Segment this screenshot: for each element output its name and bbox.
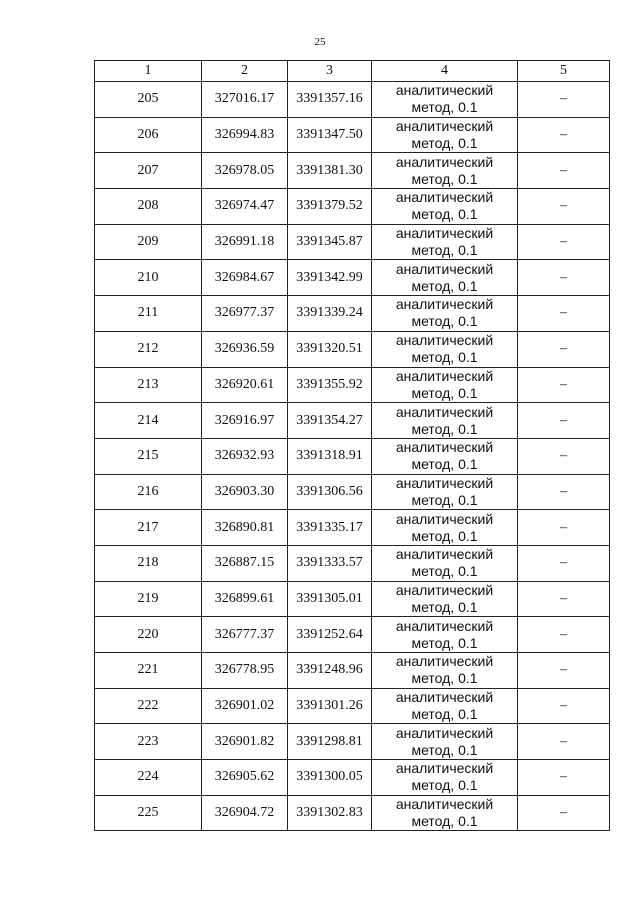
x-coordinate-cell: 326991.18 [202, 224, 288, 260]
method-cell [372, 224, 518, 260]
y-coordinate-cell: 3391320.51 [288, 331, 372, 367]
note-cell: – [518, 189, 610, 225]
table-row [95, 331, 610, 367]
method-line-1: аналитический [395, 796, 494, 813]
y-coordinate-cell: 3391339.24 [288, 296, 372, 332]
method-line-1: аналитический [395, 296, 494, 313]
y-coordinate-cell: 3391381.30 [288, 153, 372, 189]
table-row [95, 438, 610, 474]
y-coordinate-cell: 3391305.01 [288, 581, 372, 617]
table-row [95, 581, 610, 617]
point-number-cell: 224 [95, 760, 202, 796]
note-cell: – [518, 653, 610, 689]
y-coordinate-cell: 3391354.27 [288, 403, 372, 439]
method-line-2: метод, 0.1 [411, 491, 478, 508]
method-cell [372, 653, 518, 689]
note-cell: – [518, 617, 610, 653]
method-line-2: метод, 0.1 [411, 206, 478, 223]
method-line-1: аналитический [395, 510, 494, 527]
method-line-2: метод, 0.1 [411, 563, 478, 580]
method-line-1: аналитический [395, 403, 494, 420]
x-coordinate-cell: 326936.59 [202, 331, 288, 367]
y-coordinate-cell: 3391298.81 [288, 724, 372, 760]
x-coordinate-cell: 326899.61 [202, 581, 288, 617]
method-line-2: метод, 0.1 [411, 384, 478, 401]
header-col-3: 3 [288, 61, 372, 82]
header-col-5: 5 [518, 61, 610, 82]
method-line-1: аналитический [395, 225, 494, 242]
table-row [95, 617, 610, 653]
method-cell [372, 403, 518, 439]
method-cell [372, 296, 518, 332]
table-header-row [95, 61, 610, 82]
x-coordinate-cell: 326778.95 [202, 653, 288, 689]
method-line-1: аналитический [395, 118, 494, 135]
y-coordinate-cell: 3391335.17 [288, 510, 372, 546]
table-row [95, 153, 610, 189]
x-coordinate-cell: 326901.82 [202, 724, 288, 760]
point-number-cell: 217 [95, 510, 202, 546]
note-cell: – [518, 331, 610, 367]
method-cell [372, 82, 518, 118]
table-row [95, 296, 610, 332]
note-cell: – [518, 296, 610, 332]
note-cell: – [518, 581, 610, 617]
y-coordinate-cell: 3391355.92 [288, 367, 372, 403]
method-line-1: аналитический [395, 653, 494, 670]
y-coordinate-cell: 3391302.83 [288, 795, 372, 831]
y-coordinate-cell: 3391379.52 [288, 189, 372, 225]
table-row [95, 82, 610, 118]
table-row [95, 117, 610, 153]
method-line-1: аналитический [395, 439, 494, 456]
table-row [95, 653, 610, 689]
table-row [95, 760, 610, 796]
y-coordinate-cell: 3391357.16 [288, 82, 372, 118]
method-line-2: метод, 0.1 [411, 135, 478, 152]
note-cell: – [518, 403, 610, 439]
x-coordinate-cell: 326890.81 [202, 510, 288, 546]
note-cell: – [518, 724, 610, 760]
method-line-2: метод, 0.1 [411, 242, 478, 259]
method-cell [372, 760, 518, 796]
method-cell [372, 367, 518, 403]
x-coordinate-cell: 326904.72 [202, 795, 288, 831]
table-row [95, 545, 610, 581]
point-number-cell: 216 [95, 474, 202, 510]
table-row [95, 688, 610, 724]
table-row [95, 224, 610, 260]
method-cell [372, 688, 518, 724]
point-number-cell: 212 [95, 331, 202, 367]
note-cell: – [518, 224, 610, 260]
method-line-2: метод, 0.1 [411, 170, 478, 187]
page-number: 25 [314, 36, 326, 48]
table-row [95, 367, 610, 403]
method-line-1: аналитический [395, 581, 494, 598]
method-cell [372, 617, 518, 653]
x-coordinate-cell: 326777.37 [202, 617, 288, 653]
point-number-cell: 205 [95, 82, 202, 118]
method-line-2: метод, 0.1 [411, 598, 478, 615]
method-cell [372, 795, 518, 831]
note-cell: – [518, 760, 610, 796]
x-coordinate-cell: 326994.83 [202, 117, 288, 153]
point-number-cell: 210 [95, 260, 202, 296]
method-line-1: аналитический [395, 332, 494, 349]
method-cell [372, 545, 518, 581]
table-row [95, 724, 610, 760]
method-line-1: аналитический [395, 189, 494, 206]
y-coordinate-cell: 3391252.64 [288, 617, 372, 653]
method-line-2: метод, 0.1 [411, 813, 478, 830]
note-cell: – [518, 153, 610, 189]
point-number-cell: 219 [95, 581, 202, 617]
x-coordinate-cell: 326920.61 [202, 367, 288, 403]
method-line-1: аналитический [395, 689, 494, 706]
note-cell: – [518, 545, 610, 581]
method-line-2: метод, 0.1 [411, 99, 478, 116]
table-row [95, 795, 610, 831]
method-line-1: аналитический [395, 760, 494, 777]
table-row [95, 189, 610, 225]
y-coordinate-cell: 3391345.87 [288, 224, 372, 260]
y-coordinate-cell: 3391347.50 [288, 117, 372, 153]
note-cell: – [518, 117, 610, 153]
y-coordinate-cell: 3391306.56 [288, 474, 372, 510]
point-number-cell: 220 [95, 617, 202, 653]
method-cell [372, 474, 518, 510]
point-number-cell: 225 [95, 795, 202, 831]
method-cell [372, 117, 518, 153]
x-coordinate-cell: 326901.02 [202, 688, 288, 724]
method-line-1: аналитический [395, 546, 494, 563]
method-line-2: метод, 0.1 [411, 527, 478, 544]
x-coordinate-cell: 326974.47 [202, 189, 288, 225]
method-line-1: аналитический [395, 82, 494, 99]
point-number-cell: 215 [95, 438, 202, 474]
note-cell: – [518, 438, 610, 474]
y-coordinate-cell: 3391318.91 [288, 438, 372, 474]
point-number-cell: 209 [95, 224, 202, 260]
point-number-cell: 218 [95, 545, 202, 581]
x-coordinate-cell: 326905.62 [202, 760, 288, 796]
method-line-1: аналитический [395, 260, 494, 277]
note-cell: – [518, 795, 610, 831]
y-coordinate-cell: 3391301.26 [288, 688, 372, 724]
header-col-4: 4 [372, 61, 518, 82]
y-coordinate-cell: 3391300.05 [288, 760, 372, 796]
x-coordinate-cell: 326977.37 [202, 296, 288, 332]
method-line-2: метод, 0.1 [411, 313, 478, 330]
note-cell: – [518, 510, 610, 546]
point-number-cell: 206 [95, 117, 202, 153]
method-cell [372, 581, 518, 617]
method-cell [372, 510, 518, 546]
x-coordinate-cell: 326887.15 [202, 545, 288, 581]
note-cell: – [518, 474, 610, 510]
method-cell [372, 724, 518, 760]
point-number-cell: 207 [95, 153, 202, 189]
method-cell [372, 260, 518, 296]
note-cell: – [518, 688, 610, 724]
method-cell [372, 189, 518, 225]
method-line-2: метод, 0.1 [411, 777, 478, 794]
x-coordinate-cell: 326916.97 [202, 403, 288, 439]
note-cell: – [518, 367, 610, 403]
method-line-1: аналитический [395, 617, 494, 634]
table-row [95, 510, 610, 546]
point-number-cell: 223 [95, 724, 202, 760]
method-line-2: метод, 0.1 [411, 420, 478, 437]
method-cell [372, 331, 518, 367]
method-line-2: метод, 0.1 [411, 634, 478, 651]
method-cell [372, 438, 518, 474]
method-line-2: метод, 0.1 [411, 456, 478, 473]
note-cell: – [518, 82, 610, 118]
x-coordinate-cell: 326978.05 [202, 153, 288, 189]
method-line-2: метод, 0.1 [411, 670, 478, 687]
coordinates-table [94, 60, 610, 831]
header-col-2: 2 [202, 61, 288, 82]
point-number-cell: 214 [95, 403, 202, 439]
note-cell: – [518, 260, 610, 296]
table-row [95, 474, 610, 510]
point-number-cell: 222 [95, 688, 202, 724]
x-coordinate-cell: 326984.67 [202, 260, 288, 296]
y-coordinate-cell: 3391333.57 [288, 545, 372, 581]
point-number-cell: 208 [95, 189, 202, 225]
method-line-1: аналитический [395, 367, 494, 384]
method-line-2: метод, 0.1 [411, 706, 478, 723]
header-col-1: 1 [95, 61, 202, 82]
table-row [95, 260, 610, 296]
x-coordinate-cell: 326932.93 [202, 438, 288, 474]
x-coordinate-cell: 327016.17 [202, 82, 288, 118]
y-coordinate-cell: 3391342.99 [288, 260, 372, 296]
method-line-2: метод, 0.1 [411, 349, 478, 366]
x-coordinate-cell: 326903.30 [202, 474, 288, 510]
method-line-1: аналитический [395, 724, 494, 741]
point-number-cell: 221 [95, 653, 202, 689]
y-coordinate-cell: 3391248.96 [288, 653, 372, 689]
method-cell [372, 153, 518, 189]
method-line-2: метод, 0.1 [411, 277, 478, 294]
point-number-cell: 211 [95, 296, 202, 332]
method-line-2: метод, 0.1 [411, 741, 478, 758]
method-line-1: аналитический [395, 474, 494, 491]
table-row [95, 403, 610, 439]
method-line-1: аналитический [395, 153, 494, 170]
point-number-cell: 213 [95, 367, 202, 403]
